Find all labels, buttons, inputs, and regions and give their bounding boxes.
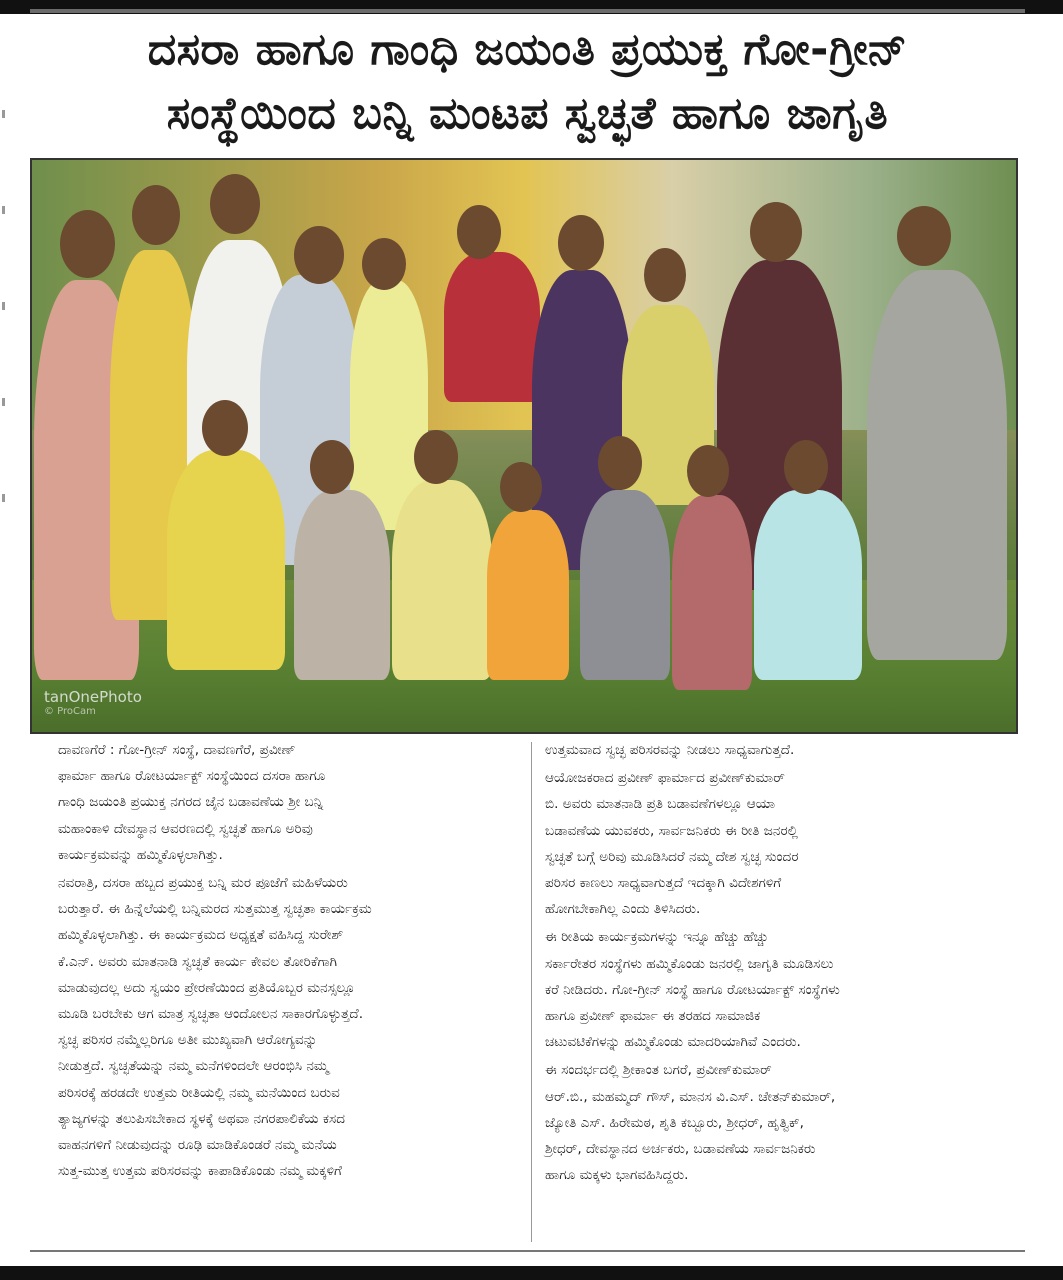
person-head [500,462,542,512]
person-figure [754,490,862,680]
article-paragraph: ಈ ರೀತಿಯ ಕಾರ್ಯಕ್ರಮಗಳನ್ನು ಇನ್ನೂ ಹೆಚ್ಚು ಹೆಚ್ಚು ಸರ್ಕಾರೇತರ ಸಂಸ್ಥೆಗಳು ಹಮ್ಮಿಕೊಂಡು ಜನರಲ್ಲಿ ಜಾಗೃತಿ ಮೂಡಿಸಲು ಕರೆ ನೀಡಿದರು. ಗೋ-ಗ್ರೀನ್ ಸಂಸ್ಥೆ ಹಾಗೂ ರೋಟರ್ಯಾಕ್ಟ್ ಸಂಸ್ಥೆಗಳು ಹಾಗೂ ಪ್ರವೀಣ್ ಫಾರ್ಮಾ ಈ ತರಹದ ಸಾಮಾಜಿಕ ಚಟುವಟಿಕೆಗಳನ್ನು ಹಮ್ಮಿಕೊಂಡು ಮಾದರಿಯಾಗಿವೆ ಎಂದರು. [545,929,840,1051]
person-figure [444,252,540,402]
article-column-left [58,737,520,1184]
person-figure [392,480,492,680]
article-paragraph: ದಾವಣಗೆರೆ : ಗೋ-ಗ್ರೀನ್ ಸಂಸ್ಥೆ, ದಾವಣಗೆರೆ, ಪ್ರವೀಣ್ ಫಾರ್ಮಾ ಹಾಗೂ ರೋಟರ್ಯಾಕ್ಟ್ ಸಂಸ್ಥೆಯಿಂದ ದಸರಾ ಹಾಗೂ ಗಾಂಧಿ ಜಯಂತಿ ಪ್ರಯುಕ್ತ ನಗರದ ಜೈನ ಬಡಾವಣೆಯ ಶ್ರೀ ಬನ್ನಿ ಮಹಾಂಕಾಳಿ ದೇವಸ್ಥಾನ ಆವರಣದಲ್ಲಿ ಸ್ವಚ್ಛತೆ ಹಾಗೂ ಅರಿವು ಕಾರ್ಯಕ್ರಮವನ್ನು ಹಮ್ಮಿಕೊಳ್ಳಲಾಗಿತ್ತು. [58,742,326,863]
person-head [897,206,951,266]
person-head [310,440,354,494]
person-figure [487,510,569,680]
person-head [644,248,686,302]
photo-credit [44,688,142,717]
person-figure [167,450,285,670]
person-head [558,215,604,271]
article-paragraph: ನವರಾತ್ರಿ, ದಸರಾ ಹಬ್ಬದ ಪ್ರಯುಕ್ತ ಬನ್ನಿ ಮರ ಪೂಜೆಗೆ ಮಹಿಳೆಯರು ಬರುತ್ತಾರೆ. ಈ ಹಿನ್ನೆಲೆಯಲ್ಲಿ ಬನ್ನಿಮರದ ಸುತ್ತಮುತ್ತ ಸ್ವಚ್ಛತಾ ಕಾರ್ಯಕ್ರಮ ಹಮ್ಮಿಕೊಳ್ಳಲಾಗಿತ್ತು. ಈ ಕಾರ್ಯಕ್ರಮದ ಅಧ್ಯಕ್ಷತೆ ವಹಿಸಿದ್ದ ಸುರೇಶ್ ಕೆ.ಎನ್. ಅವರು ಮಾತನಾಡಿ ಸ್ವಚ್ಛತೆ ಕಾರ್ಯ ಕೇವಲ ತೋರಿಕೆಗಾಗಿ ಮಾಡುವುದಲ್ಲ ಅದು ಸ್ವಯಂ ಪ್ರೇರಣೆಯಿಂದ ಪ್ರತಿಯೊಬ್ಬರ ಮನಸ್ಸಲ್ಲೂ ಮೂಡಿ ಬರಬೇಕು ಆಗ ಮಾತ್ರ ಸ್ವಚ್ಛತಾ ಆಂದೋಲನ ಸಾಕಾರಗೊಳ್ಳುತ್ತದೆ. ಸ್ವಚ್ಛ ಪರಿಸರ ನಮ್ಮೆಲ್ಲರಿಗೂ ಅತೀ ಮುಖ್ಯವಾಗಿ ಆರೋಗ್ಯವನ್ನು ನೀಡುತ್ತದೆ. ಸ್ವಚ್ಛತೆಯನ್ನು ನಮ್ಮ ಮನೆಗಳಿಂದಲೇ ಆರಂಭಿಸಿ ನಮ್ಮ ಪರಿಸರಕ್ಕೆ ಹರಡದೇ ಉತ್ತಮ ರೀತಿಯಲ್ಲಿ ನಮ್ಮ ಮನೆಯಿಂದ ಬರುವ ತ್ಯಾಜ್ಯಗಳನ್ನು ತಲುಪಿಸಬೇಕಾದ ಸ್ಥಳಕ್ಕೆ ಅಥವಾ ನಗರಪಾಲಿಕೆಯ ಕಸದ ವಾಹನಗಳಿಗೆ ನೀಡುವುದನ್ನು ರೂಢಿ ಮಾಡಿಕೊಂಡರೆ ನಮ್ಮ ಮನೆಯ ಸುತ್ತ-ಮುತ್ತ ಉತ್ತಮ ಪರಿಸರವನ್ನು ಕಾಪಾಡಿಕೊಂಡು ನಮ್ಮ ಮಕ್ಕಳಿಗೆ [58,875,372,1180]
photo-credit-sub: © ProCam [44,706,96,717]
headline-line-1: ದಸರಾ ಹಾಗೂ ಗಾಂಧಿ ಜಯಂತಿ ಪ್ರಯುಕ್ತ ಗೋ-ಗ್ರೀನ್ [147,24,908,75]
group-photo [30,158,1018,734]
person-head [60,210,115,278]
article-paragraph: ಆಯೋಜಕರಾದ ಪ್ರವೀಣ್ ಫಾರ್ಮಾದ ಪ್ರವೀಣ್‌ಕುಮಾರ್ ಬಿ. ಅವರು ಮಾತನಾಡಿ ಪ್ರತಿ ಬಡಾವಣೆಗಳಲ್ಲೂ ಆಯಾ ಬಡಾವಣೆಯ ಯುವಕರು, ಸಾರ್ವಜನಿಕರು ಈ ರೀತಿ ಜನರಲ್ಲಿ ಸ್ವಚ್ಛತೆ ಬಗ್ಗೆ ಅರಿವು ಮೂಡಿಸಿದರೆ ನಮ್ಮ ದೇಶ ಸ್ವಚ್ಛ ಸುಂದರ ಪರಿಸರ ಕಾಣಲು ಸಾಧ್ಯವಾಗುತ್ತದೆ ಇದಕ್ಕಾಗಿ ವಿದೇಶಗಳಿಗೆ ಹೋಗಬೇಕಾಗಿಲ್ಲ ಎಂದು ತಿಳಿಸಿದರು. [545,770,799,918]
person-figure [580,490,670,680]
person-head [294,226,344,284]
person-head [202,400,248,456]
bottom-rule [30,1250,1025,1252]
person-head [598,436,642,490]
person-head [457,205,501,259]
person-figure [867,270,1007,660]
article-paragraph: ಉತ್ತಮವಾದ ಸ್ವಚ್ಛ ಪರಿಸರವನ್ನು ನೀಡಲು ಸಾಧ್ಯವಾಗುತ್ತದೆ. [545,742,795,758]
column-divider [531,742,532,1242]
person-head [784,440,828,494]
person-head [750,202,802,262]
scan-margin-marks [2,110,8,590]
article-column-right [545,737,1023,1188]
photo-credit-text: tanOnePhoto [44,688,142,706]
article-paragraph: ಈ ಸಂದರ್ಭದಲ್ಲಿ ಶ್ರೀಕಾಂತ ಬಗರೆ, ಪ್ರವೀಣ್‌ಕುಮಾರ್ ಆರ್.ಬಿ., ಮಹಮ್ಮದ್ ಗೌಸ್, ಮಾನಸ ವಿ.ಎಸ್. ಚೇತನ್‌ಕುಮಾರ್, ಜ್ಯೋತಿ ಎಸ್. ಹಿರೇಮಠ, ಶೃತಿ ಕಬ್ಬೂರು, ಶ್ರೀಧರ್, ಹೃತ್ವಿಕ್, ಶ್ರೀಧರ್, ದೇವಸ್ಥಾನದ ಅರ್ಚಕರು, ಬಡಾವಣೆಯ ಸಾರ್ವಜನಿಕರು ಹಾಗೂ ಮಕ್ಕಳು ಭಾಗವಹಿಸಿದ್ದರು. [545,1062,836,1184]
person-head [132,185,180,245]
person-figure [294,490,390,680]
person-head [414,430,458,484]
bottom-frame-bar [0,1266,1063,1280]
person-head [210,174,260,234]
top-rule [30,9,1025,13]
person-head [687,445,729,497]
person-figure [672,495,752,690]
headline-line-2: ಸಂಸ್ಥೆಯಿಂದ ಬನ್ನಿ ಮಂಟಪ ಸ್ವಚ್ಛತೆ ಹಾಗೂ ಜಾಗೃತಿ [166,88,889,139]
person-head [362,238,406,290]
